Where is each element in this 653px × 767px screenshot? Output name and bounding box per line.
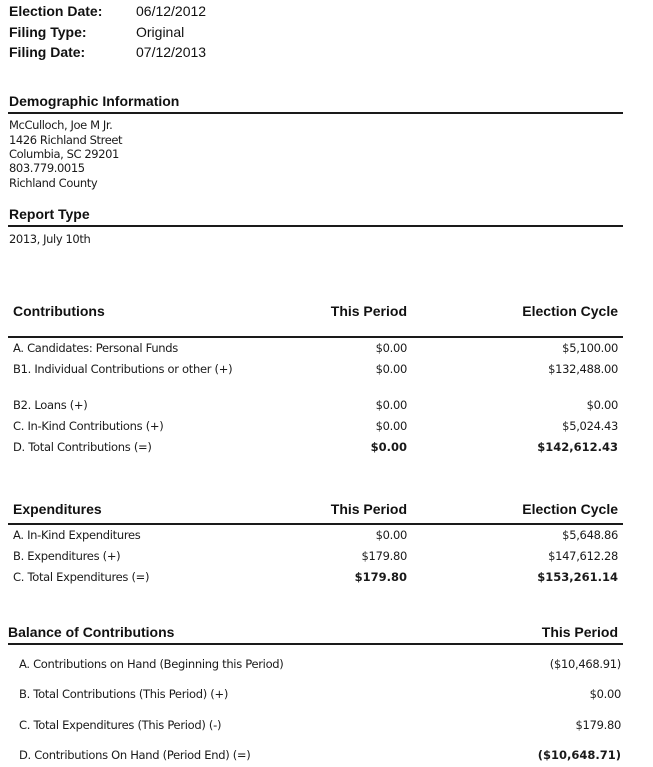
address-street: 1426 Richland Street bbox=[9, 133, 123, 147]
row-label: A. Candidates: Personal Funds bbox=[13, 341, 178, 355]
row-this-period: $0.00 bbox=[375, 419, 407, 433]
row-label: B2. Loans (+) bbox=[13, 398, 88, 412]
row-this-period: $0.00 bbox=[375, 398, 407, 412]
row-label: C. Total Expenditures (=) bbox=[13, 570, 150, 584]
row-label: B. Expenditures (+) bbox=[13, 549, 121, 563]
filing-date-value: 07/12/2013 bbox=[136, 44, 207, 60]
filing-type-label: Filing Type: bbox=[9, 24, 87, 40]
row-label: B1. Individual Contributions or other (+) bbox=[13, 362, 233, 376]
row-this-period: ($10,648.71) bbox=[537, 748, 621, 762]
row-label: A. In-Kind Expenditures bbox=[13, 528, 141, 542]
county: Richland County bbox=[9, 176, 98, 190]
election-date-value: 06/12/2012 bbox=[136, 3, 207, 19]
filing-date-label: Filing Date: bbox=[9, 44, 86, 60]
section-divider bbox=[8, 225, 623, 227]
report-type-value: 2013, July 10th bbox=[9, 232, 91, 246]
row-election-cycle: $0.00 bbox=[586, 398, 618, 412]
row-this-period: $179.80 bbox=[575, 718, 621, 732]
row-this-period: $0.00 bbox=[375, 528, 407, 542]
row-label: C. Total Expenditures (This Period) (-) bbox=[19, 718, 222, 732]
row-label: D. Total Contributions (=) bbox=[13, 440, 152, 454]
column-header-election-cycle: Election Cycle bbox=[522, 303, 618, 319]
section-divider bbox=[8, 112, 623, 114]
phone-number: 803.779.0015 bbox=[9, 161, 85, 175]
row-label: A. Contributions on Hand (Beginning this Period) bbox=[19, 657, 284, 671]
row-this-period: ($10,468.91) bbox=[549, 657, 621, 671]
row-election-cycle: $5,648.86 bbox=[562, 528, 618, 542]
row-this-period: $0.00 bbox=[375, 341, 407, 355]
row-this-period: $179.80 bbox=[361, 549, 407, 563]
column-header-this-period: This Period bbox=[330, 303, 407, 319]
row-this-period: $179.80 bbox=[354, 570, 407, 584]
row-election-cycle: $5,024.43 bbox=[562, 419, 618, 433]
balance-title: Balance of Contributions bbox=[8, 624, 175, 640]
demographic-title: Demographic Information bbox=[9, 93, 180, 109]
row-this-period: $0.00 bbox=[370, 440, 407, 454]
column-header-election-cycle: Election Cycle bbox=[522, 501, 618, 517]
row-election-cycle: $153,261.14 bbox=[537, 570, 618, 584]
section-divider bbox=[8, 643, 623, 645]
row-election-cycle: $5,100.00 bbox=[562, 341, 618, 355]
address-city: Columbia, SC 29201 bbox=[9, 147, 119, 161]
filing-type-value: Original bbox=[136, 24, 185, 40]
row-this-period: $0.00 bbox=[375, 362, 407, 376]
row-this-period: $0.00 bbox=[589, 687, 621, 701]
row-label: C. In-Kind Contributions (+) bbox=[13, 419, 164, 433]
column-header-this-period: This Period bbox=[330, 501, 407, 517]
report-type-title: Report Type bbox=[9, 206, 90, 222]
candidate-name: McCulloch, Joe M Jr. bbox=[9, 118, 113, 132]
section-divider bbox=[8, 336, 623, 338]
row-election-cycle: $142,612.43 bbox=[537, 440, 618, 454]
row-election-cycle: $132,488.00 bbox=[548, 362, 618, 376]
row-election-cycle: $147,612.28 bbox=[548, 549, 618, 563]
column-header-this-period: This Period bbox=[541, 624, 618, 640]
row-label: D. Contributions On Hand (Period End) (=) bbox=[19, 748, 251, 762]
section-divider bbox=[8, 523, 623, 525]
election-date-label: Election Date: bbox=[9, 3, 103, 19]
expenditures-title: Expenditures bbox=[13, 501, 102, 517]
contributions-title: Contributions bbox=[13, 303, 105, 319]
row-label: B. Total Contributions (This Period) (+) bbox=[19, 687, 229, 701]
